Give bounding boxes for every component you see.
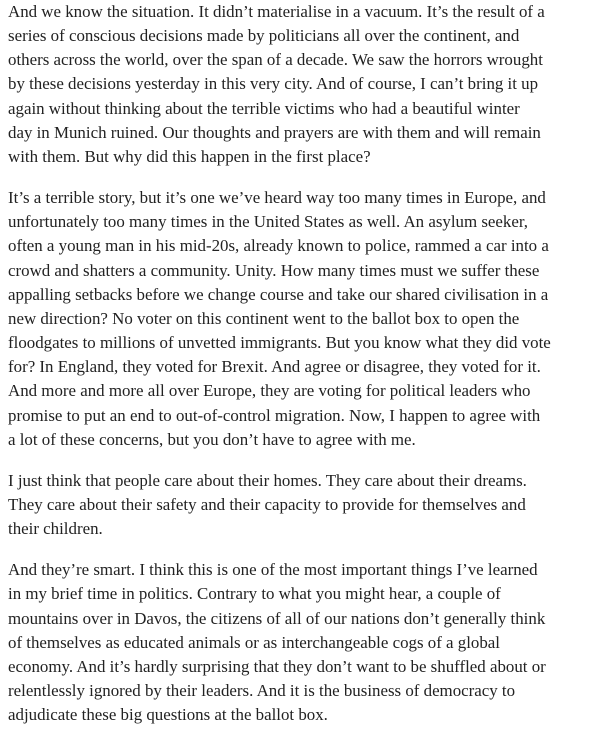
text-line: unfortunately too many times in the United States as well. An asylum seeker, xyxy=(8,212,529,232)
text-line: in my brief time in politics. Contrary to what you might hear, a couple of xyxy=(8,584,501,604)
text-line: of themselves as educated animals or as interchangeable cogs of a global xyxy=(8,632,500,652)
paragraph-1 xyxy=(8,0,604,169)
text-line: economy. And it’s hardly surprising that they don’t want to be shuffled about or xyxy=(8,656,546,676)
text-line: for? In England, they voted for Brexit. And agree or disagree, they voted for it. xyxy=(8,357,541,377)
text-line: often a young man in his mid-20s, already known to police, rammed a car into a xyxy=(8,236,549,256)
text-line: with them. But why did this happen in the first place? xyxy=(8,146,371,166)
paragraph-4 xyxy=(8,558,604,727)
text-line: It’s a terrible story, but it’s one we’ve heard way too many times in Europe, and xyxy=(8,188,546,208)
text-line: appalling setbacks before we change course and take our shared civilisation in a xyxy=(8,284,549,304)
text-line: again without thinking about the terrible victims who had a beautiful winter xyxy=(8,98,520,118)
text-line: new direction? No voter on this continent went to the ballot box to open the xyxy=(8,308,520,328)
text-line: I just think that people care about their homes. They care about their dreams. xyxy=(8,470,527,490)
paragraph-3 xyxy=(8,469,604,541)
text-line: crowd and shatters a community. Unity. How many times must we suffer these xyxy=(8,260,540,280)
text-line: And they’re smart. I think this is one of the most important things I’ve learned xyxy=(8,560,538,580)
article-body xyxy=(8,0,604,744)
text-line: adjudicate these big questions at the ballot box. xyxy=(8,705,328,725)
text-line: And more and more all over Europe, they are voting for political leaders who xyxy=(8,381,531,401)
paragraph-2 xyxy=(8,186,604,452)
text-line: a lot of these concerns, but you don’t have to agree with me. xyxy=(8,429,416,449)
text-line: day in Munich ruined. Our thoughts and prayers are with them and will remain xyxy=(8,122,541,142)
text-line: They care about their safety and their capacity to provide for themselves and xyxy=(8,494,526,514)
text-line: their children. xyxy=(8,519,103,539)
text-line: floodgates to millions of unvetted immigrants. But you know what they did vote xyxy=(8,333,551,353)
text-line: relentlessly ignored by their leaders. And it is the business of democracy to xyxy=(8,681,516,701)
text-line: promise to put an end to out-of-control migration. Now, I happen to agree with xyxy=(8,405,541,425)
text-line: And we know the situation. It didn’t materialise in a vacuum. It’s the result of a xyxy=(8,2,545,21)
text-line: by these decisions yesterday in this very city. And of course, I can’t bring it up xyxy=(8,74,539,94)
text-line: mountains over in Davos, the citizens of all of our nations don’t generally think xyxy=(8,608,546,628)
text-line: series of conscious decisions made by politicians all over the continent, and xyxy=(8,26,520,46)
text-line: others across the world, over the span of a decade. We saw the horrors wrought xyxy=(8,50,543,70)
